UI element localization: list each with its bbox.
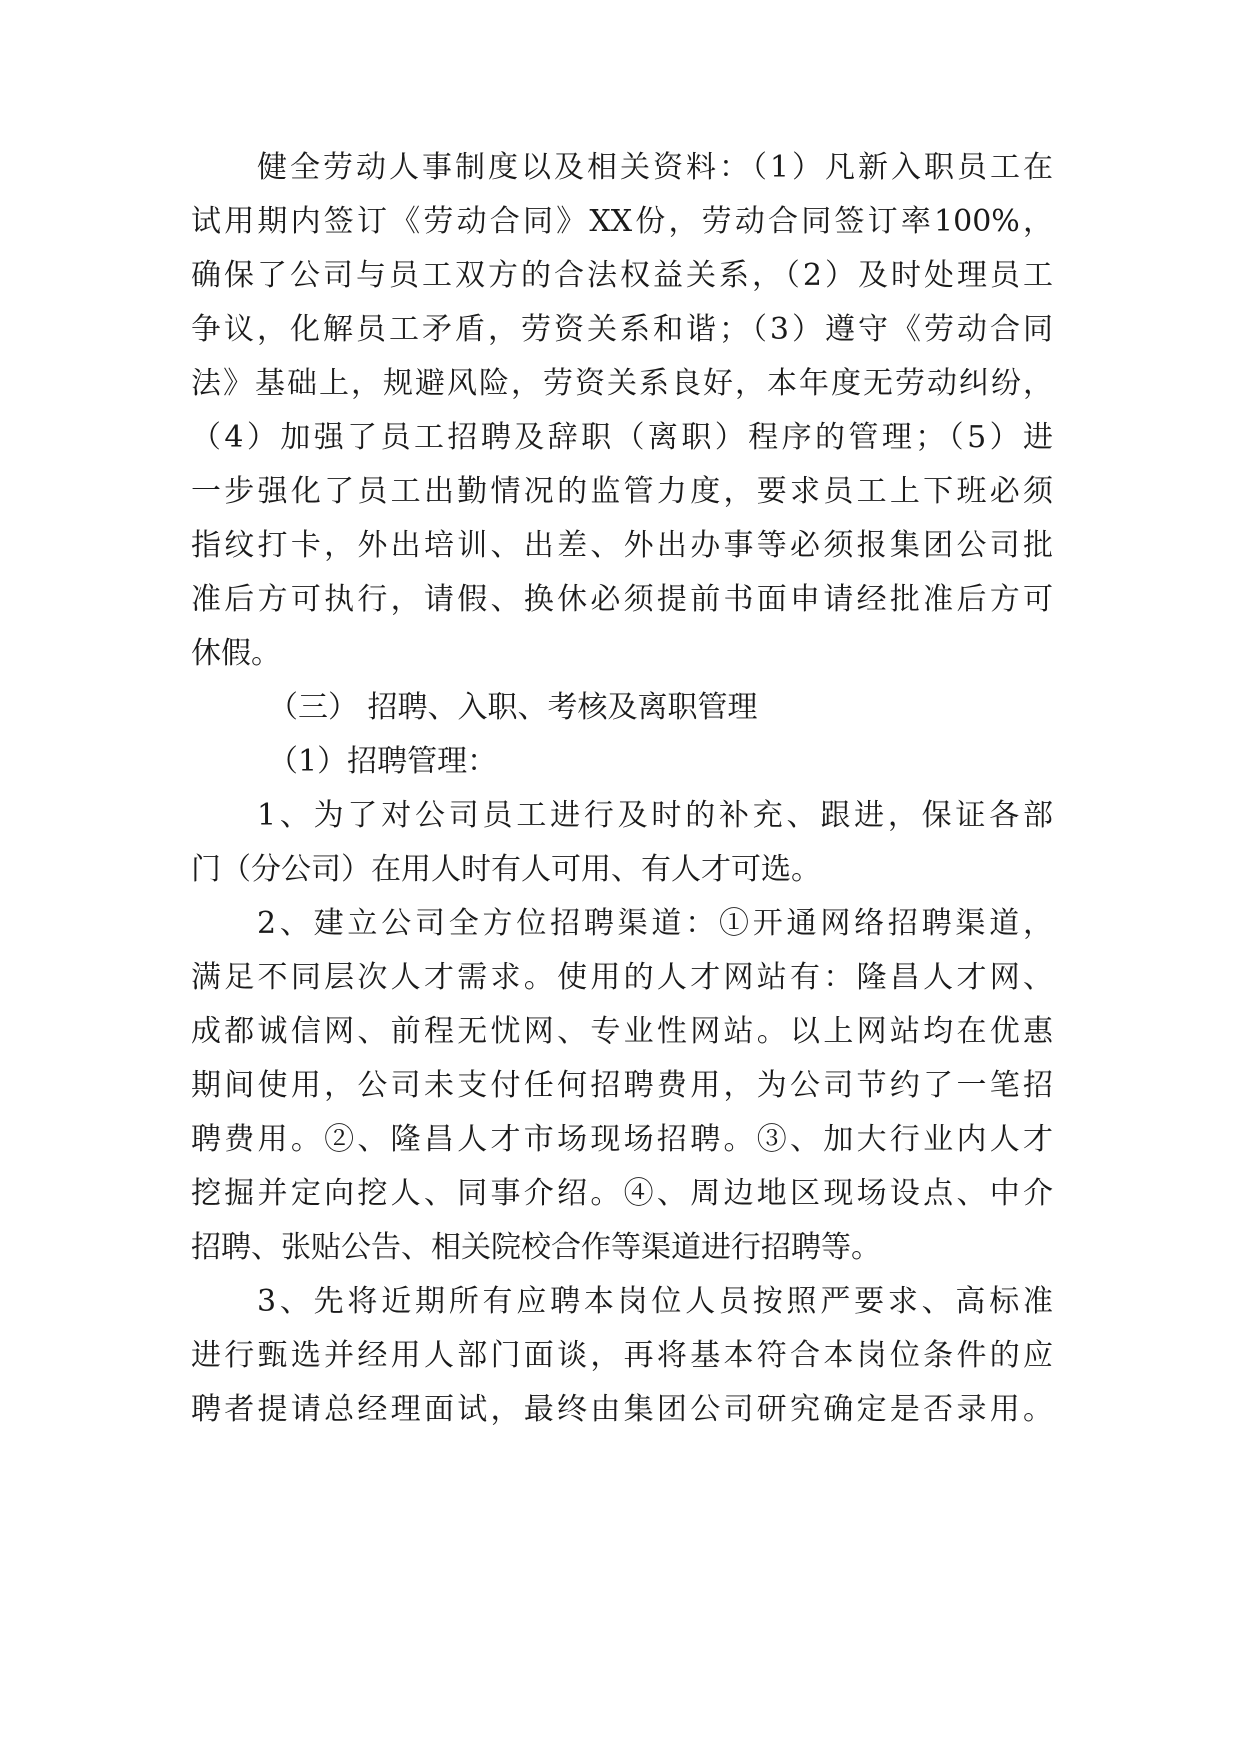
text-line: 成都诚信网、前程无忧网、专业性网站。以上网站均在优惠 [191, 1014, 1053, 1049]
text-line: 指纹打卡，外出培训、出差、外出办事等必须报集团公司批 [191, 528, 1053, 563]
subsection-heading: （1）招聘管理： [268, 744, 498, 779]
section-heading: （三） 招聘、入职、考核及离职管理 [268, 690, 758, 725]
text-line: 期间使用，公司未支付任何招聘费用，为公司节约了一笔招 [191, 1068, 1053, 1103]
text-line: 休假。 [191, 636, 281, 671]
text-line: 1、为了对公司员工进行及时的补充、跟进，保证各部 [257, 798, 1053, 833]
text-line: 门（分公司）在用人时有人可用、有人才可选。 [191, 852, 821, 887]
text-line: 准后方可执行，请假、换休必须提前书面申请经批准后方可 [191, 582, 1053, 617]
text-line: 招聘、张贴公告、相关院校合作等渠道进行招聘等。 [191, 1230, 881, 1265]
text-line: 聘费用。②、隆昌人才市场现场招聘。③、加大行业内人才 [191, 1122, 1053, 1157]
text-line: 聘者提请总经理面试，最终由集团公司研究确定是否录用。 [191, 1392, 1053, 1427]
text-line: 健全劳动人事制度以及相关资料：（1）凡新入职员工在 [257, 150, 1053, 185]
text-line: 争议，化解员工矛盾，劳资关系和谐；（3）遵守《劳动合同 [191, 312, 1053, 347]
text-line: 法》基础上，规避风险，劳资关系良好，本年度无劳动纠纷， [191, 366, 1053, 401]
text-line: （4）加强了员工招聘及辞职（离职）程序的管理；（5）进 [191, 420, 1053, 455]
text-line: 满足不同层次人才需求。使用的人才网站有：隆昌人才网、 [191, 960, 1053, 995]
text-line: 确保了公司与员工双方的合法权益关系，（2）及时处理员工 [191, 258, 1053, 293]
text-line: 试用期内签订《劳动合同》XX份，劳动合同签订率100%， [191, 204, 1053, 239]
text-line: 3、先将近期所有应聘本岗位人员按照严要求、高标准 [257, 1284, 1053, 1319]
text-line: 一步强化了员工出勤情况的监管力度，要求员工上下班必须 [191, 474, 1053, 509]
text-line: 挖掘并定向挖人、同事介绍。④、周边地区现场设点、中介 [191, 1176, 1053, 1211]
text-line: 2、建立公司全方位招聘渠道：①开通网络招聘渠道， [257, 906, 1053, 941]
text-line: 进行甄选并经用人部门面谈，再将基本符合本岗位条件的应 [191, 1338, 1053, 1373]
